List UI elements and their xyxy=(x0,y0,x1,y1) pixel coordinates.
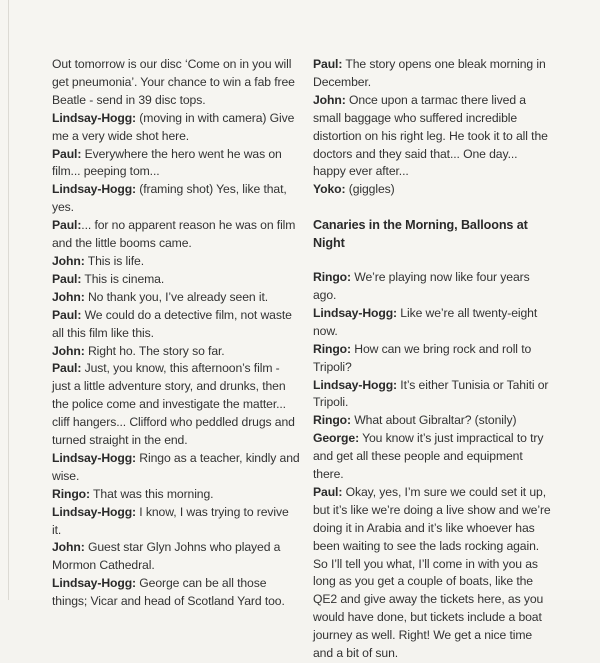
dialogue-text: We’re playing now like four years ago. xyxy=(313,270,530,302)
dialogue-text: Okay, yes, I’m sure we could set it up, but it’s like we’re doing a live show and we’re doing it in Arabia and it’s like whoever has been waiting to see the lads rocking again. So I’ll tell you what, I’ll come in with you as long as you get a couple of boats, like the QE2 and give away the tickets here, as you would have done, but tickets include a boat journey as well. Right! We get a nice time and a bit of sun. xyxy=(313,484,551,661)
speaker-name: Paul: xyxy=(313,57,343,71)
dialogue-text: (giggles) xyxy=(345,182,395,197)
speaker-name: Yoko: xyxy=(313,182,346,197)
dialogue-text: (moving in with camera) Give me a very wide shot here. xyxy=(52,110,295,143)
dialogue-line xyxy=(52,146,300,182)
dialogue-line xyxy=(313,92,553,182)
dialogue-line xyxy=(313,377,553,413)
dialogue-text: It’s either Tunisia or Tahiti or Tripoli. xyxy=(313,377,549,410)
right-column xyxy=(313,56,553,663)
left-dialogue xyxy=(52,110,300,611)
speaker-name: Lindsay-Hogg: xyxy=(313,377,398,392)
section-heading: Canaries in the Morning, Balloons at Night xyxy=(313,218,528,251)
dialogue-text: What about Gibraltar? (stonily) xyxy=(350,413,517,428)
dialogue-text: Just, you know, this afternoon’s film - just a little adventure story, and drunks, then the police come and investigate the matter... cliff hangers... Clifford who peddled drugs and turned straight in the end. xyxy=(52,361,295,448)
left-column xyxy=(52,56,300,611)
dialogue-text: Guest star Glyn Johns who played a Mormon Cathedral. xyxy=(52,540,281,573)
speaker-name: Paul: xyxy=(52,271,82,286)
dialogue-text: ... for no apparent reason he was on film and the little booms came. xyxy=(52,218,296,251)
speaker-name: Lindsay-Hogg: xyxy=(313,305,398,320)
speaker-name: Lindsay-Hogg: xyxy=(52,450,137,465)
speaker-name: Ringo: xyxy=(313,270,351,285)
dialogue-line xyxy=(52,486,300,504)
speaker-name: Paul: xyxy=(52,218,82,233)
dialogue-line xyxy=(52,575,300,611)
dialogue-text: You know it’s just impractical to try and get all these people and equipment there. xyxy=(313,431,544,482)
dialogue-text: How can we bring rock and roll to Tripoli? xyxy=(313,341,532,374)
speaker-name: Paul: xyxy=(313,484,343,499)
speaker-name: Lindsay-Hogg: xyxy=(52,110,137,125)
speaker-name: Lindsay-Hogg: xyxy=(52,182,137,197)
dialogue-text: I know, I was trying to revive it. xyxy=(52,504,289,537)
right-dialogue-bottom xyxy=(313,269,553,663)
dialogue-text: Ringo as a teacher, kindly and wise. xyxy=(52,450,300,483)
intro-paragraph: Out tomorrow is our disc ‘Come on in you will get pneumonia’. Your chance to win a fab free Beatle - send in 39 disc tops. xyxy=(52,57,295,107)
dialogue-line xyxy=(52,181,300,217)
dialogue-line xyxy=(52,360,300,450)
speaker-name: George: xyxy=(313,431,360,446)
dialogue-text: This is cinema. xyxy=(81,271,165,286)
speaker-name: John: xyxy=(313,92,346,107)
dialogue-line xyxy=(52,307,300,343)
dialogue-line xyxy=(313,305,553,341)
dialogue-text: Once upon a tarmac there lived a small baggage who suffered incredible distortion on his right leg. He took it to all the doctors and they said that... One day... happy ever after... xyxy=(313,92,548,179)
dialogue-line xyxy=(52,539,300,575)
dialogue-text: Like we’re all twenty-eight now. xyxy=(313,305,538,338)
speaker-name: Ringo: xyxy=(313,413,351,428)
dialogue-text: That was this morning. xyxy=(89,486,214,501)
dialogue-text: We could do a detective film, not waste all this film like this. xyxy=(52,307,292,340)
dialogue-line xyxy=(52,271,300,289)
page-fold-edge xyxy=(8,0,9,600)
speaker-name: Ringo: xyxy=(52,486,90,501)
dialogue-line xyxy=(52,217,300,253)
dialogue-line xyxy=(313,430,553,484)
dialogue-line xyxy=(313,269,553,305)
speaker-name: Paul: xyxy=(52,146,82,161)
dialogue-line xyxy=(313,181,553,199)
dialogue-line xyxy=(52,289,300,307)
dialogue-line xyxy=(313,56,553,92)
dialogue-line xyxy=(313,412,553,430)
dialogue-line xyxy=(52,253,300,271)
dialogue-line xyxy=(313,341,553,377)
dialogue-text: (framing shot) Yes, like that, yes. xyxy=(52,182,287,215)
dialogue-text: This is life. xyxy=(84,253,145,268)
dialogue-line xyxy=(52,343,300,361)
dialogue-line xyxy=(52,504,300,540)
speaker-name: Paul: xyxy=(52,307,82,322)
dialogue-text: No thank you, I’ve already seen it. xyxy=(84,289,269,304)
dialogue-text: George can be all those things; Vicar and head of Scotland Yard too. xyxy=(52,576,285,609)
speaker-name: Lindsay-Hogg: xyxy=(52,504,137,519)
dialogue-line xyxy=(313,484,553,663)
speaker-name: John: xyxy=(52,540,85,555)
speaker-name: Ringo: xyxy=(313,341,351,356)
dialogue-text: Right ho. The story so far. xyxy=(84,343,225,358)
speaker-name: Lindsay-Hogg: xyxy=(52,576,137,591)
speaker-name: Paul: xyxy=(52,361,82,376)
right-dialogue-top xyxy=(313,56,553,199)
dialogue-line xyxy=(52,110,300,146)
speaker-name: John: xyxy=(52,343,85,358)
speaker-name: John: xyxy=(52,253,85,268)
dialogue-text: The story opens one bleak morning in December. xyxy=(313,57,546,89)
dialogue-text: Everywhere the hero went he was on film... peeping tom... xyxy=(52,146,282,179)
speaker-name: John: xyxy=(52,289,85,304)
dialogue-line xyxy=(52,450,300,486)
